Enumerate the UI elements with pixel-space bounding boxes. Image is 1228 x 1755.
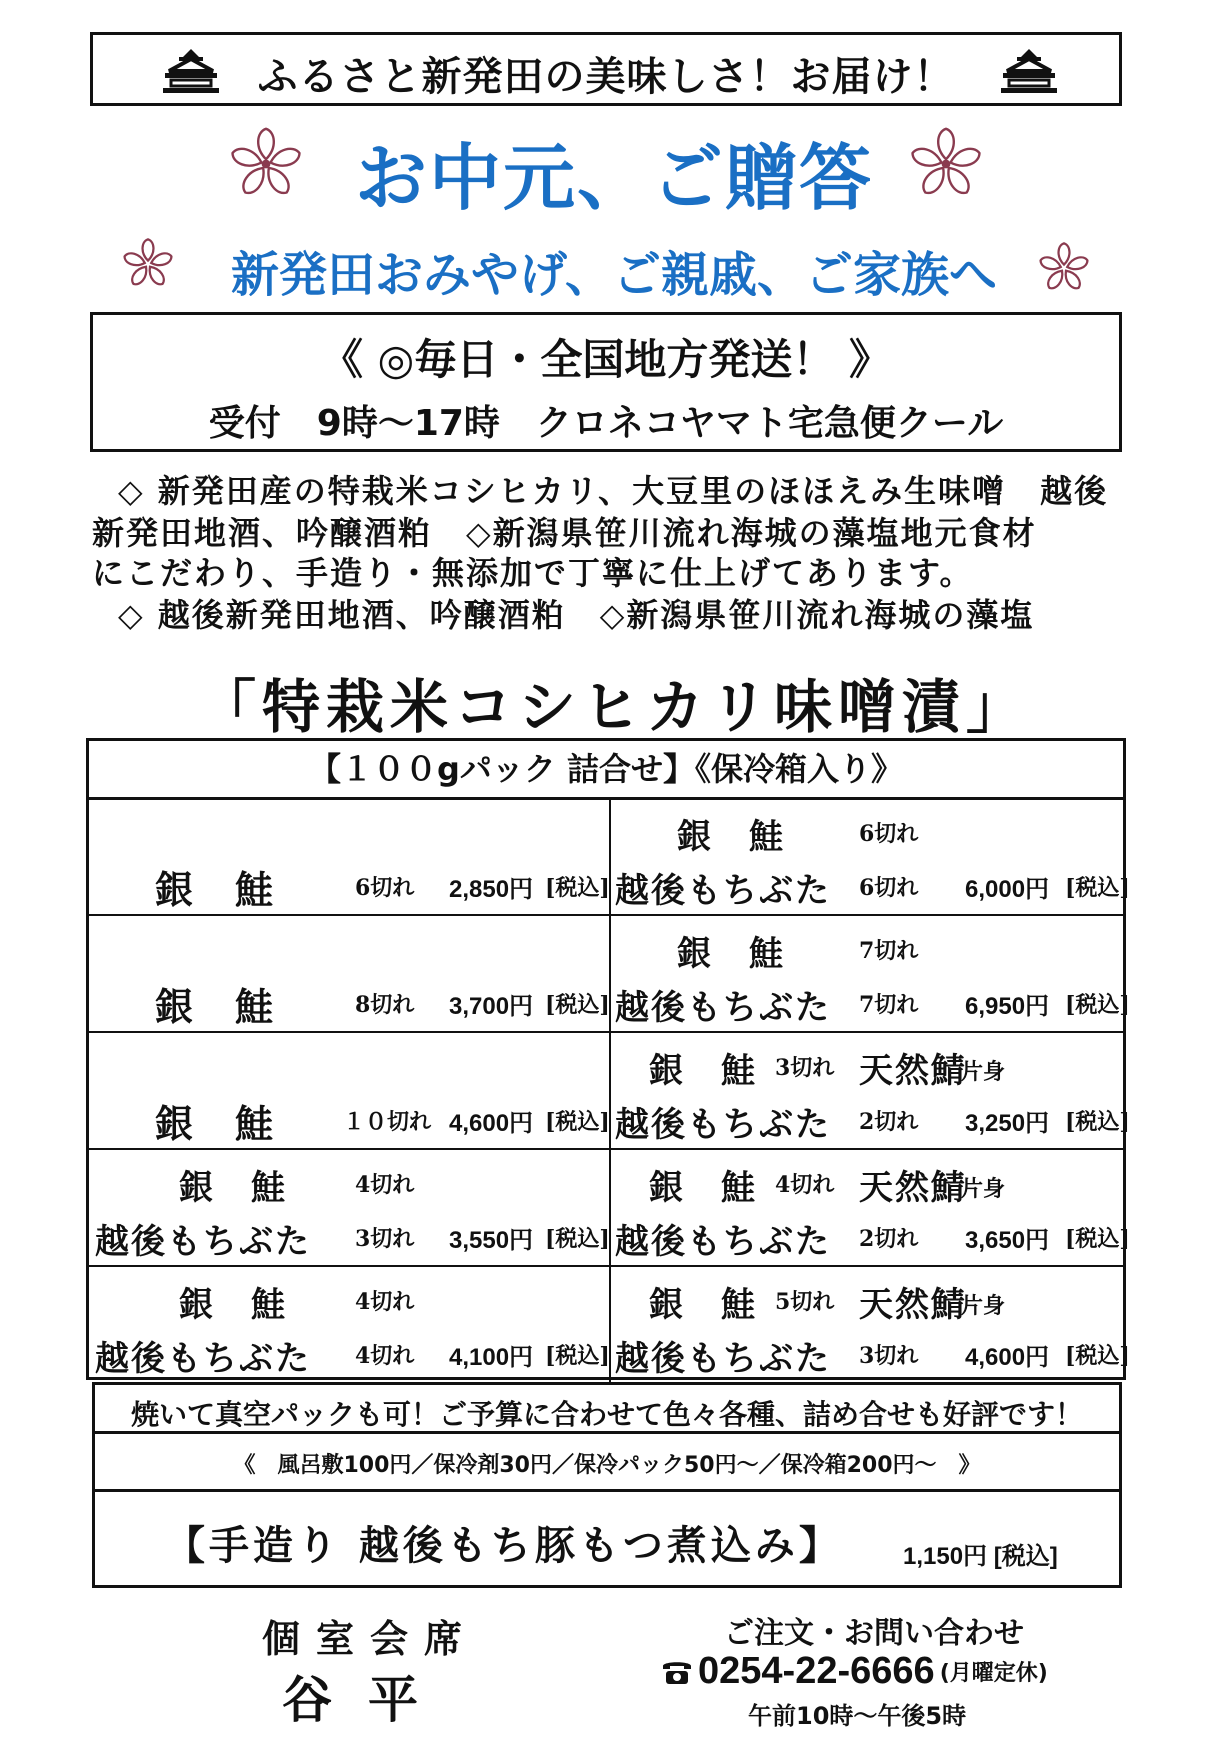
table-row	[89, 1148, 1130, 1267]
product-title: 「特栽米コシヒカリ味噌漬」	[197, 673, 1030, 741]
item-qty: 4切れ	[355, 1289, 415, 1315]
special-item-box	[92, 1492, 1122, 1588]
right-set	[609, 914, 1130, 1031]
item-qty: 6切れ	[859, 821, 919, 847]
item-price: 3,550円	[449, 1227, 534, 1254]
business-hours: 午前10時～午後5時	[748, 1702, 967, 1730]
item-name: 越後もちぶた	[615, 1105, 831, 1145]
item-name: 越後もちぶた	[95, 1339, 311, 1379]
left-set	[89, 914, 611, 1031]
item-name: 天然鯖	[859, 1285, 967, 1325]
item-price: 4,600円	[965, 1344, 1050, 1371]
options-text: 《 風呂敷100円／保冷剤30円／保冷パック50円～／保冷箱200円～ 》	[233, 1453, 981, 1478]
item-name: 銀 鮭	[649, 1285, 757, 1325]
item-qty: 6切れ	[355, 875, 415, 901]
contact-label: ご注文・お問い合わせ	[724, 1616, 1024, 1651]
price-table	[86, 738, 1130, 1380]
left-set	[89, 1031, 611, 1148]
item-qty: 4切れ	[355, 1172, 415, 1198]
tax-label: [税込]	[1065, 1343, 1130, 1369]
shop-type: 個室会席	[262, 1616, 479, 1661]
item-name: 銀 鮭	[179, 1168, 287, 1208]
item-price: 3,650円	[965, 1227, 1050, 1254]
item-qty: 5切れ	[775, 1289, 835, 1315]
banner-text: ふるさと新発田の美味しさ！お届け！	[257, 54, 955, 100]
item-name: 越後もちぶた	[615, 1222, 831, 1262]
telephone-icon	[660, 1658, 694, 1686]
description-line: にこだわり、手造り・無添加で丁寧に仕上げてあります。	[92, 554, 974, 592]
item-name: 銀 鮭	[649, 1168, 757, 1208]
tax-label: [税込]	[1065, 1226, 1130, 1252]
item-name: 越後もちぶた	[95, 1222, 311, 1262]
description-line: ◇ 越後新発田地酒、吟醸酒粕 ◇新潟県笹川流れ海城の藻塩	[118, 596, 1035, 634]
sub-heading: 新発田おみやげ、ご親戚、ご家族へ	[230, 247, 998, 303]
tax-label: [税込]	[1065, 992, 1130, 1018]
item-qty: 4切れ	[775, 1172, 835, 1198]
item-name: 越後もちぶた	[615, 988, 831, 1028]
main-heading: お中元、ご贈答	[354, 136, 873, 220]
tax-label: [税込]	[545, 875, 610, 901]
tax-label: [税込]	[1065, 875, 1130, 901]
header-banner	[90, 32, 1122, 106]
item-name: 越後もちぶた	[615, 1339, 831, 1379]
castle-icon	[999, 47, 1059, 95]
left-set	[89, 1148, 611, 1265]
tax-label: [税込]	[545, 992, 610, 1018]
item-qty: 8切れ	[355, 992, 415, 1018]
item-qty: 7切れ	[859, 992, 919, 1018]
item-price: 2,850円	[449, 876, 534, 903]
tax-label: [税込]	[545, 1109, 610, 1135]
item-price: 3,250円	[965, 1110, 1050, 1137]
right-set	[609, 797, 1130, 914]
phone-row	[660, 1650, 1048, 1693]
table-row	[89, 1265, 1130, 1382]
item-note: 片身	[961, 1059, 1006, 1085]
note-box	[92, 1382, 1122, 1434]
options-box	[92, 1434, 1122, 1492]
shop-name: 谷平	[282, 1670, 454, 1729]
table-row	[89, 797, 1130, 916]
phone-number[interactable]: 0254-22-6666	[698, 1650, 935, 1692]
item-name: 越後もちぶた	[615, 871, 831, 911]
description-line: ◇ 新発田産の特栽米コシヒカリ、大豆里のほほえみ生味噌 越後	[118, 472, 1109, 510]
item-qty: 3切れ	[355, 1226, 415, 1252]
item-price: 6,950円	[965, 993, 1050, 1020]
left-set	[89, 1265, 611, 1382]
item-price: 4,600円	[449, 1110, 534, 1137]
item-name: 銀 鮭	[155, 867, 276, 912]
item-qty: 4切れ	[355, 1343, 415, 1369]
item-qty: 3切れ	[775, 1055, 835, 1081]
holiday-note: (月曜定休)	[939, 1661, 1048, 1686]
right-set	[609, 1148, 1130, 1265]
note-text: 焼いて真空パックも可！ご予算に合わせて色々各種、詰め合せも好評です！	[130, 1398, 1083, 1431]
right-set	[609, 1265, 1130, 1382]
item-name: 銀 鮭	[155, 1101, 276, 1146]
item-qty: 2切れ	[859, 1109, 919, 1135]
item-qty: 3切れ	[859, 1343, 919, 1369]
shipping-info-box	[90, 312, 1122, 452]
item-name: 天然鯖	[859, 1051, 967, 1091]
item-price: 6,000円	[965, 876, 1050, 903]
item-name: 銀 鮭	[649, 1051, 757, 1091]
item-name: 天然鯖	[859, 1168, 967, 1208]
item-qty: 7切れ	[859, 938, 919, 964]
item-name: 銀 鮭	[155, 984, 276, 1029]
item-name: 銀 鮭	[677, 817, 785, 857]
item-price: 3,700円	[449, 993, 534, 1020]
right-set	[609, 1031, 1130, 1148]
item-note: 片身	[961, 1293, 1006, 1319]
description-line: 新発田地酒、吟醸酒粕 ◇新潟県笹川流れ海城の藻塩地元食材	[92, 514, 1037, 552]
tax-label: [税込]	[545, 1226, 610, 1252]
table-row	[89, 914, 1130, 1033]
tax-label: [税込]	[545, 1343, 610, 1369]
item-qty: 2切れ	[859, 1226, 919, 1252]
left-set	[89, 797, 611, 914]
special-item-price: 1,150円 [税込]	[903, 1543, 1058, 1570]
item-name: 銀 鮭	[677, 934, 785, 974]
special-item-name: 【手造り 越後もち豚もつ煮込み】	[165, 1522, 843, 1569]
item-qty: 6切れ	[859, 875, 919, 901]
shipping-title: 《 ◎毎日・全国地方発送！ 》	[321, 335, 891, 384]
tax-label: [税込]	[1065, 1109, 1130, 1135]
shipping-detail: 受付 9時～17時 クロネコヤマト宅急便クール	[208, 403, 1004, 444]
item-name: 銀 鮭	[179, 1285, 287, 1325]
item-qty: １０切れ	[343, 1109, 432, 1135]
table-header: 【１００gパック 詰合せ】《保冷箱入り》	[89, 741, 1123, 800]
item-price: 4,100円	[449, 1344, 534, 1371]
item-note: 片身	[961, 1176, 1006, 1202]
table-row	[89, 1031, 1130, 1150]
